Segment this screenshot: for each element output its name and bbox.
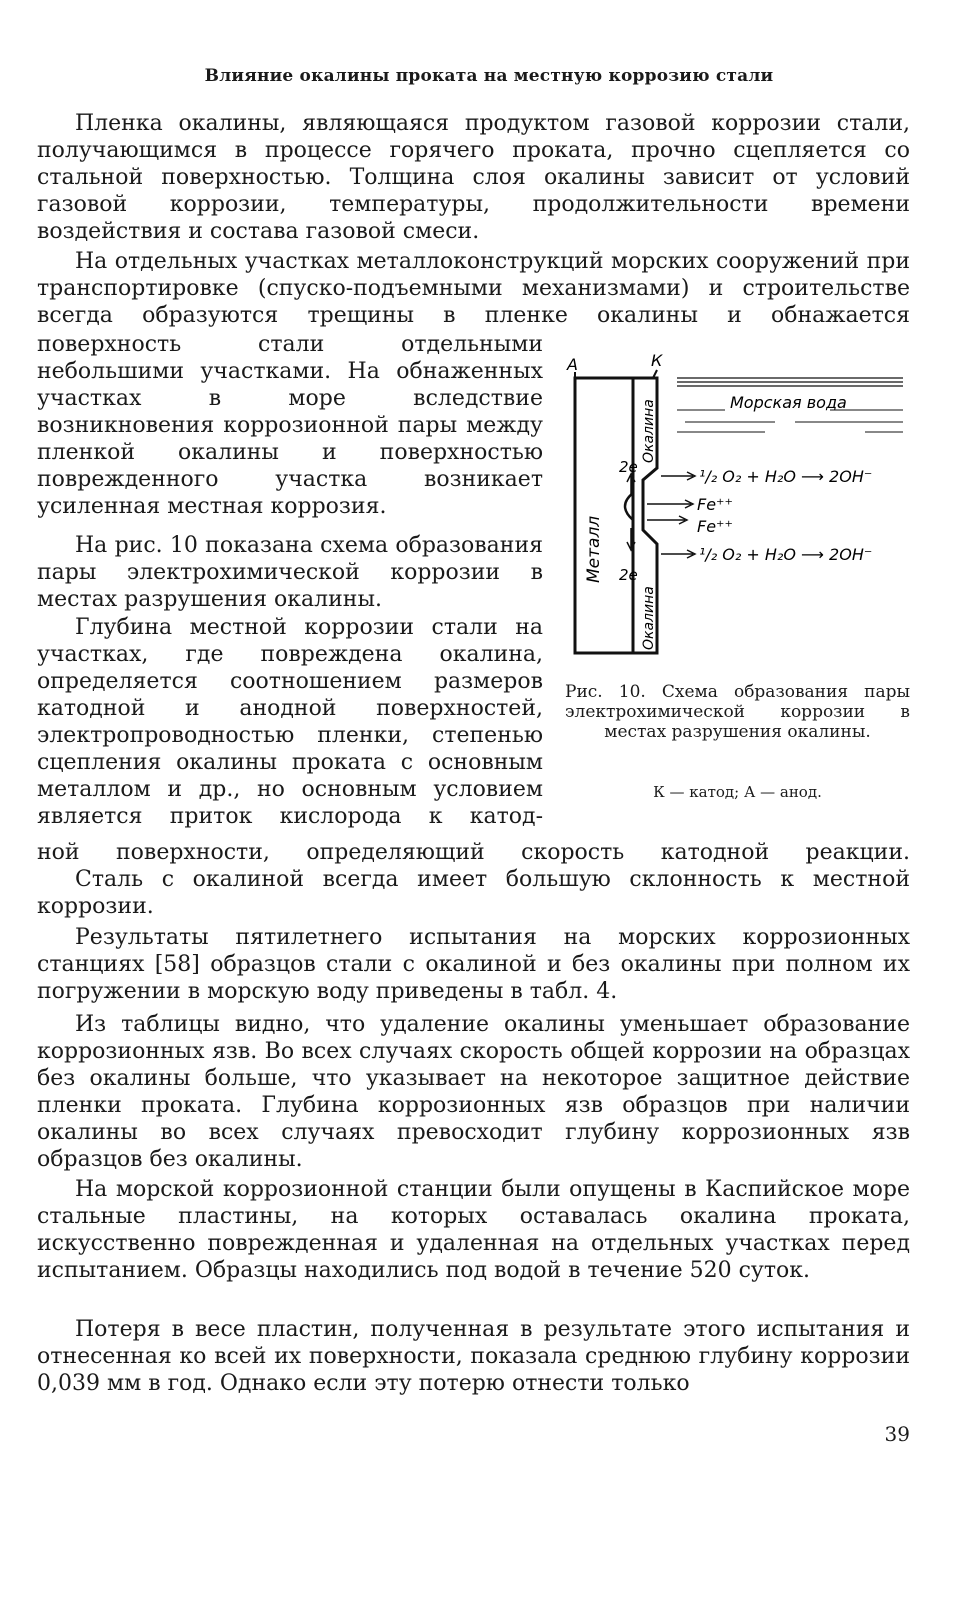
paragraph-3: На рис. 10 показана схема образования пары электрохимической коррозии в местах разрушения окалины. — [37, 533, 543, 612]
fe-ion-2: Fe⁺⁺ — [697, 517, 733, 536]
reaction-bottom: ¹/₂ O₂ + H₂O ⟶ 2OH⁻ — [699, 545, 873, 564]
paragraph-6: Результаты пятилетнего испытания на морских коррозионных станциях [58] образцов стали с окалиной и без окалины при полном их погружении в морскую воду приведены в табл. 4. — [37, 925, 910, 1004]
water-surface — [677, 378, 903, 386]
section-title: Влияние окалины проката на местную коррозию стали — [204, 66, 774, 86]
figure-caption — [565, 682, 910, 742]
metal-label: Металл — [584, 515, 604, 583]
fe-ion-1: Fe⁺⁺ — [697, 495, 733, 514]
caption-text: Рис. 10. Схема образования пары электрохимической коррозии в местах разрушения окалины. — [565, 682, 910, 742]
electron-label-bottom: 2е — [619, 566, 638, 584]
scale-label-top: Окалина — [641, 399, 657, 463]
electron-label-top: 2е — [619, 458, 638, 476]
paragraph-2-cont: поверхность стали отдельными небольшими участками. На обнаженных участках в море вследствие возникновения коррозионной пары между пленкой окалины и поверхностью поврежденного участка возникает усиленная местная коррозия. — [37, 332, 543, 519]
cathode-label: К — [651, 351, 663, 370]
paragraph-4-cont: ной поверхности, определяющий скорость катодной реакции. — [37, 840, 910, 865]
paragraph-2-start: На отдельных участках металлоконструкций морских сооружений при транспортировке (спуско-подъемными механизмами) и строительстве всегда образуются трещины в пленке окалины и обнажается — [37, 249, 910, 328]
paragraph-1: Пленка окалины, являющаяся продуктом газовой коррозии стали, получающимся в процессе горячего проката, прочно сцепляется со стальной поверхностью. Толщина слоя окалины зависит от условий газовой коррозии, температуры, продолжительности времени воздействия и состава газовой смеси. — [37, 111, 910, 244]
figure-corrosion-scheme — [565, 348, 910, 688]
figure-legend: К — катод; А — анод. — [653, 783, 822, 801]
corrosion-diagram — [565, 348, 910, 688]
paragraph-9: Потеря в весе пластин, полученная в результате этого испытания и отнесенная ко всей их поверхности, показала среднюю глубину коррозии 0,039 мм в год. Однако если эту потерю отнести только — [37, 1317, 910, 1396]
reaction-arrow-bottom — [661, 550, 695, 558]
scale-label-bottom: Окалина — [641, 586, 657, 650]
fe-arrow-2 — [647, 516, 687, 524]
anode-label: А — [567, 355, 578, 374]
paragraph-8: На морской коррозионной станции были опущены в Каспийское море стальные пластины, на которых оставалась окалина проката, искусственно поврежденная и удаленная на отдельных участках перед испытанием. Образцы находились под водой в течение 520 суток. — [37, 1177, 910, 1283]
paragraph-4-start: Глубина местной коррозии стали на участках, где повреждена окалина, определяется соотношением размеров катодной и анодной поверхностей, электропроводностью пленки, степенью сцепления окалины проката с основным металлом и др., но основным условием является приток кислорода к катод- — [37, 615, 543, 829]
paragraph-5: Сталь с окалиной всегда имеет большую склонность к местной коррозии. — [37, 867, 910, 919]
page-number: 39 — [884, 1422, 910, 1446]
metal-outline — [575, 378, 633, 653]
paragraph-7: Из таблицы видно, что удаление окалины уменьшает образование коррозионных язв. Во всех случаях скорость общей коррозии на образцах без окалины больше, что указывает на некоторое защитное действие пленки проката. Глубина коррозионных язв образцов при наличии окалины во всех случаях превосходит глубину коррозионных язв образцов без окалины. — [37, 1012, 910, 1172]
reaction-arrow-top — [661, 472, 695, 480]
sea-water-label: Морская вода — [730, 393, 847, 412]
water-lines — [677, 410, 903, 432]
reaction-top: ¹/₂ O₂ + H₂O ⟶ 2OH⁻ — [699, 467, 873, 486]
fe-arrow-1 — [647, 500, 693, 508]
